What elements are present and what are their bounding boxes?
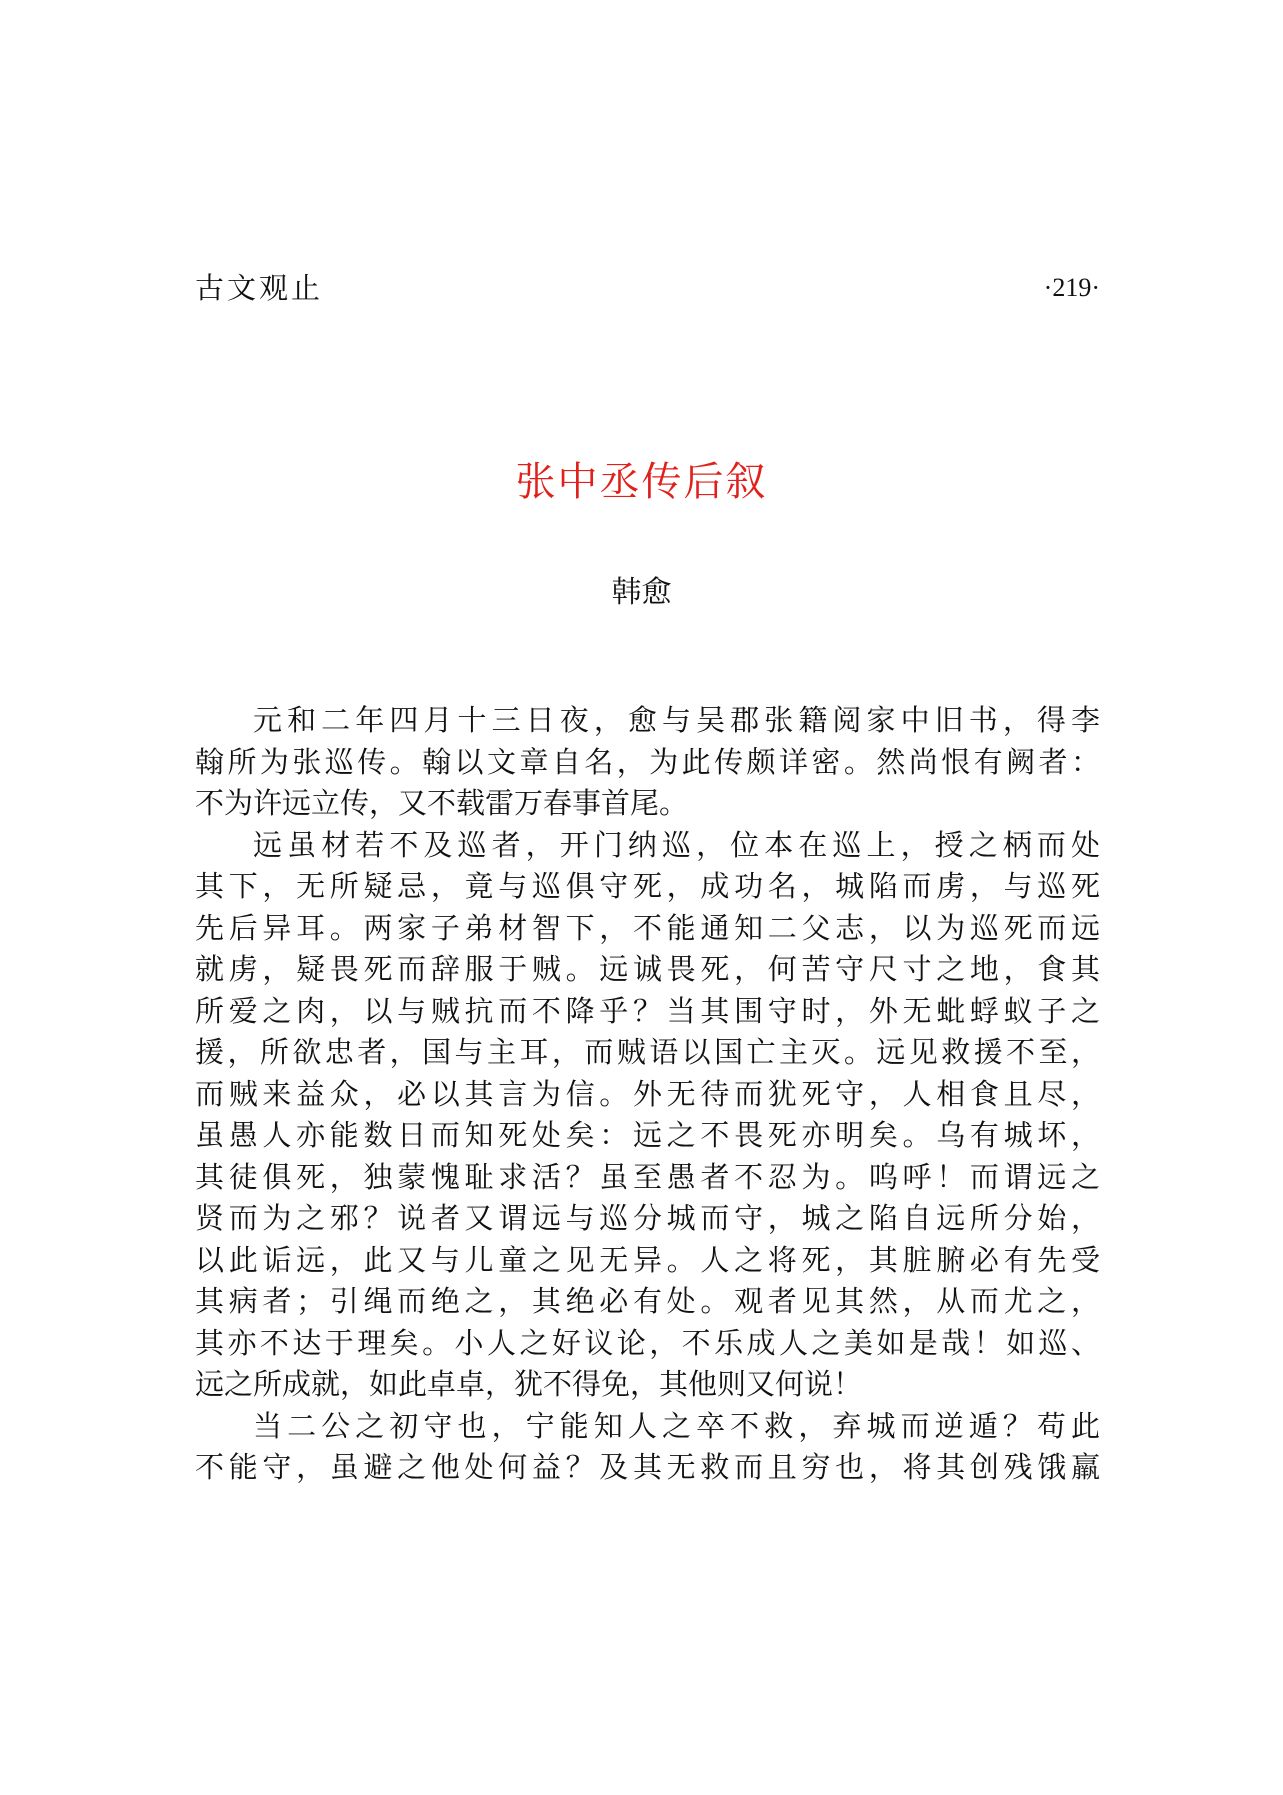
text-line: 就虏，疑畏死而辞服于贼。远诚畏死，何苦守尺寸之地，食其	[195, 952, 1100, 986]
author: 韩愈	[611, 575, 672, 610]
text-line: 元和二年四月十三日夜，愈与吴郡张籍阅家中旧书，得李	[253, 703, 1100, 737]
text-line: 贤而为之邪？说者又谓远与巡分城而守，城之陷自远所分始，	[195, 1201, 1100, 1235]
text-line: 以此诟远，此又与儿童之见无异。人之将死，其脏腑必有先受	[195, 1242, 1100, 1277]
text-line: 其病者；引绳而绝之，其绝必有处。观者见其然，从而尤之，	[195, 1284, 1100, 1318]
text-line: 其徒俱死，独蒙愧耻求活？虽至愚者不忍为。呜呼！而谓远之	[195, 1159, 1100, 1194]
text-line: 其下，无所疑忌，竟与巡俱守死，成功名，城陷而虏，与巡死	[195, 869, 1100, 903]
chapter-title: 张中丞传后叙	[515, 459, 768, 505]
running-head	[195, 268, 1100, 308]
text-line: 其亦不达于理矣。小人之好议论，不乐成人之美如是哉！如巡、	[195, 1325, 1100, 1360]
text-line: 先后异耳。两家子弟材智下，不能通知二父志，以为巡死而远	[195, 910, 1100, 945]
text-line: 远虽材若不及巡者，开门纳巡，位本在巡上，授之柄而处	[253, 827, 1100, 862]
page-number: ·219·	[1043, 273, 1100, 302]
text-line: 所爱之肉，以与贼抗而不降乎？当其围守时，外无蚍蜉蚁子之	[195, 993, 1100, 1028]
body-text	[195, 700, 1100, 1489]
book-title: 古文观止	[195, 271, 324, 305]
text-line: 援，所欲忠者，国与主耳，而贼语以国亡主灭。远见救援不至，	[195, 1035, 1100, 1069]
text-line: 不能守，虽避之他处何益？及其无救而且穷也，将其创残饿羸	[195, 1450, 1100, 1484]
text-line: 远之所成就，如此卓卓，犹不得免，其他则又何说！	[195, 1367, 863, 1401]
text-line: 翰所为张巡传。翰以文章自名，为此传颇详密。然尚恨有阙者：	[195, 744, 1100, 779]
text-line: 虽愚人亦能数日而知死处矣：远之不畏死亦明矣。乌有城坏，	[195, 1118, 1100, 1152]
text-line: 当二公之初守也，宁能知人之卒不救，弃城而逆遁？苟此	[253, 1408, 1100, 1443]
text-line: 而贼来益众，必以其言为信。外无待而犹死守，人相食且尽，	[195, 1076, 1100, 1111]
text-line: 不为许远立传，又不载雷万春事首尾。	[195, 786, 689, 820]
